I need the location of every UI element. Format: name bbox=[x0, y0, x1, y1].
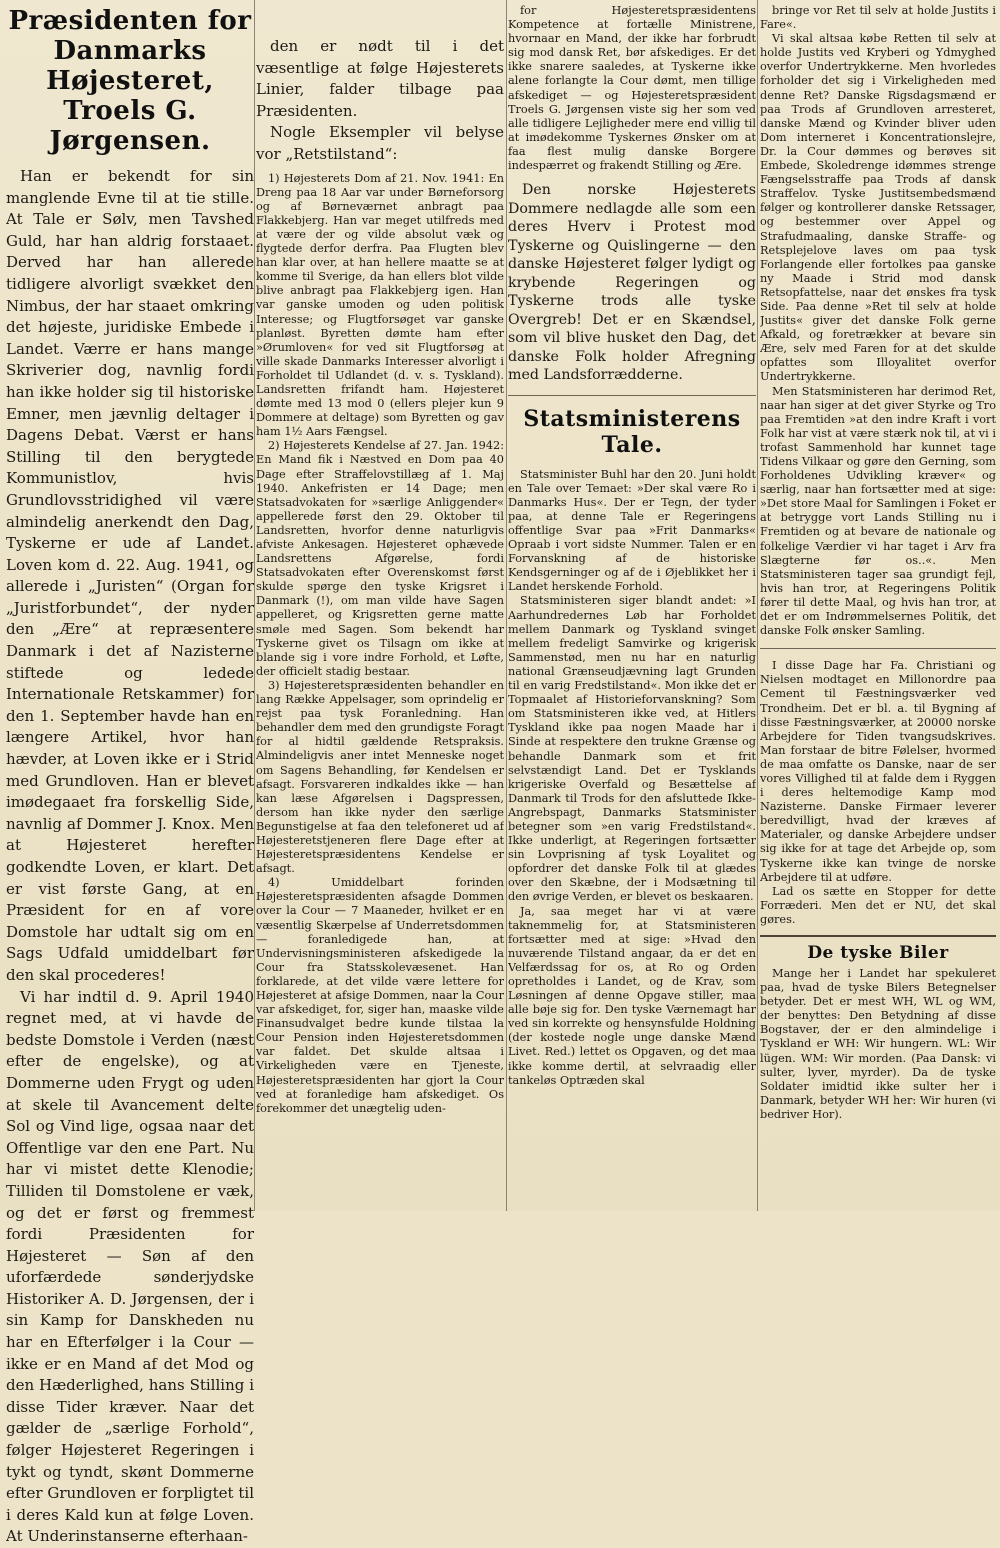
article-paragraph: I disse Dage har Fa. Christiani og Nielsen modtaget en Millonordre paa Cement til Fæstningsværker ved Trondheim. Det er bl. a. til Bygning af disse Fæstningsværker, at 20000 norske Arbejdere for Tiden tvangsudskrives. Man forstaar de bitre Følelser, hvormed de maa omfatte os Danske, naar de ser vores Villighed til at falde dem i Ryggen i deres heltemodige Kamp mod Nazisterne. Danske Firmaer leverer beredvilligt, hvad der kræves af Materialer, og danske Arbejdere undser sig ikke for at tage det Arbejde op, som Tyskerne ikke kan tvinge de norske Arbejdere til at udføre. bbox=[760, 659, 996, 884]
article-paragraph: Ja, saa meget har vi at være taknemmelig for, at Statsministeren fortsætter med at sige: »Hvad den nuværende Tilstand angaar, da er det en Velfærdssag for os, at Ro og Orden opretholdes i Landet, og de Krav, som Løsningen af denne Opgave stiller, maa alle bøje sig for. Den tyske Værnemagt har ved sin korrekte og hensynsfulde Holdning (der kostede nogle unge danske Mænd Livet. Red.) lettet os Opgaven, og det maa ikke komme dertil, at selvraadig eller tankeløs Optræden skal bbox=[508, 904, 756, 1087]
article-paragraph: Statsministeren siger blandt andet: »I Aarhundredernes Løb har Forholdet mellem Danmark og Tyskland svinget mellem fredeligt Samvirke og krigerisk Sammenstød, men nu har en naturlig national Grænseudjævning lagt Grunden til en varig Fredstilstand«. Mon ikke det er Topmaalet af Historieforvanskning? Som om Statsministeren ikke ved, at Hitlers Tyskland ikke paa nogen Maade har i Sinde at respektere den trukne Grænse og behandle Danmark som et frit selvstændigt Land. Det er Tysklands krigeriske Overfald og Besættelse af Danmark til Trods for den afsluttede Ikke-Angrebspagt, Danmarks Statsminister betegner som »en varig Fredstilstand«. Ikke underligt, at Regeringen fortsætter sin Lovprisning af tysk Loyalitet og opfordrer det danske Folk til at glædes over den Skæbne, der i Modsætning til den øvrige Verden, er blevet os beskaaren. bbox=[508, 594, 756, 904]
example-paragraph: 4) Umiddelbart forinden Højesteretspræsidenten afsagde Dommen over la Cour — 7 Maaneder, hvilket er en væsentlig Skærpelse af Underretsdommen — foranledigede han, at Undervisningsministeren afskedigede la Cour fra Statsskolevæsenet. Han forklarede, at det vilde være lettere for Højesteret at afsige Dommen, naar la Cour var afskediget, for, siger han, maaske vilde Finansudvalget bedre kunde tilstaa la Cour Pension inden Højesteretsdommen var faldet. Det skulde altsaa i Virkeligheden være en Tjeneste, Højesteretspræsidenten har gjort la Cour ved at foranledige ham afskediget. Os forekommer det unægtelig uden- bbox=[256, 876, 504, 1115]
article-paragraph: Den norske Højesterets Dommere nedlagde alle som een deres Hverv i Protest mod Tyskerne og Quislingerne — den danske Højesteret følger lydigt og krybende Regeringen og Tyskerne trods alle tyske Overgreb! Det er en Skændsel, som vil blive husket den Dag, det danske Folk holder Afregning med Landsforrædderne. bbox=[508, 182, 756, 384]
article-headline-tyske-biler: De tyske Biler bbox=[807, 943, 949, 963]
article-paragraph: Statsminister Buhl har den 20. Juni holdt en Tale over Temaet: »Der skal være Ro i Danmarks Hus«. Der er Tegn, der tyder paa, at denne Tale er Regeringens offentlige Svar paa »Frit Danmarks« Opraab i vort sidste Nummer. Talen er en Forvanskning af de historiske Kendsgerninger og af de i Øjeblikket her i Landet herskende Forhold. bbox=[508, 467, 756, 594]
article-paragraph: den er nødt til i det væsentlige at følge Højesterets Linier, falder tilbage paa Præsidenten. bbox=[256, 37, 504, 120]
article-separator bbox=[760, 935, 996, 937]
example-paragraph: 2) Højesterets Kendelse af 27. Jan. 1942: En Mand fik i Næstved en Dom paa 40 Dage efter Straffelovstillæg af 1. Maj 1940. Ankefristen er 14 Dage; men Statsadvokaten for »særlige Anliggender« appellerede først den 29. Oktober til Landsretten, hvorfor denne naturligvis afviste Ankesagen. Højesteret ophævede Landsrettens Afgørelse, fordi Statsadvokaten efter Overenskomst først skulde spørge den tyske Krigsret i Danmark (!), om man vilde have Sagen appelleret, og Krigsretten gerne matte smøle med Sagen. Som bekendt har Tyskerne givet os Tilsagn om ikke at blande sig i vore indre Forhold, et Løfte, der officielt stadig bestaar. bbox=[256, 439, 504, 678]
article-paragraph: bringe vor Ret til selv at holde Justits i Fare«. bbox=[760, 4, 996, 32]
article-paragraph: Vi har indtil d. 9. April 1940 regnet med, at vi havde de bedste Domstole i Verden (næst efter de engelske), og at Dommerne uden Frygt og uden at skele til Avancement delte Sol og Vind lige, ogsaa naar det Offentlige var den ene Part. Nu har vi mistet dette Klenodie; Tilliden til Domstolene er væk, og det er først og fremmest fordi Præsidenten for Højesteret — Søn af den uforfærdede sønderjydske Historiker A. D. Jørgensen, der i sin Kamp for Danskheden nu har en Efterfølger i la Cour — ikke er en Mand af det Mod og den Hæderlighed, hans Stilling i disse Tider kræver. Naar det gælder de „særlige Forhold“, følger Højesteret Regeringen i tykt og tyndt, skønt Dommerne efter Grundloven er forpligtet til i deres Kald kun at følge Loven. At Underinstanserne efterhaan- bbox=[6, 987, 254, 1546]
article-separator bbox=[760, 648, 996, 649]
article-headline-statsminister: Statsministerens Tale. bbox=[523, 405, 741, 458]
article-headline-hojesteret: Præsidenten for Danmarks Højesteret, Troels G. Jørgensen. bbox=[8, 6, 252, 156]
article-paragraph: Han er bekendt for sin manglende Evne til at tie stille. At Tale er Sølv, men Tavshed Guld, har han aldrig forstaaet. Derved har han allerede tidligere alvorligt svækket den Nimbus, der har staaet omkring det højeste, juridiske Embede i Landet. Værre er hans mange Skriverier dog, navnlig fordi han ikke holder sig til historiske Emner, men jævnlig deltager i Dagens Debat. Værst er hans Stilling til den berygtede Kommunistlov, hvis Grundlovsstridighed vil være almindelig anerkendt den Dag, Tyskerne er ude af Landet. Loven kom d. 22. Aug. 1941, og allerede i „Juristen“ (Organ for „Juristforbundet“, der nyder den „Ære“ at repræsentere Danmark i det af Nazisterne stiftede og ledede Internationale Retskammer) for den 1. September havde han en længere Artikel, hvor han hævder, at Loven ikke er i Strid med Grundloven. Han er blevet imødegaaet fra forskellig Side, navnlig af Dommer J. Knox. Men at Højesteret herefter godkendte Loven, er klart. Det er vist første Gang, at en Præsident for en af vore Domstole har udtalt sig om en Sags Udfald umiddelbart før den skal procederes! bbox=[6, 167, 254, 984]
article-separator bbox=[508, 395, 756, 396]
column-1 bbox=[6, 4, 254, 1548]
article-paragraph: Mange her i Landet har spekuleret paa, hvad de tyske Bilers Betegnelser betyder. Det er mest WH, WL og WM, der benyttes: Den Betydning af disse Bogstaver, der er den almindelige i Tyskland er WH: Wir hungern. WL: Wir lügen. WM: Wir morden. (Paa Dansk: vi sulter, lyver, myrder). Da de tyske Soldater imidtid ikke sulter her i Danmark, betyder WH her: Wir huren (vi bedriver Hor). bbox=[760, 967, 996, 1121]
article-paragraph: Nogle Eksempler vil belyse vor „Retstilstand“: bbox=[256, 123, 504, 163]
article-paragraph: Lad os sætte en Stopper for dette Forræderi. Men det er NU, det skal gøres. bbox=[760, 884, 996, 926]
article-paragraph: for Højesteretspræsidentens Kompetence at fortælle Ministrene, hvornaar en Mand, der ikke har forbrudt sig mod dansk Ret, bør afskediges. Er det ikke snarere saaledes, at Tyskerne ikke alene forlangte la Cour dømt, men tillige afskediget — og Højesteretspræsident Troels G. Jørgensen viste sig her som ved alle tidligere Lejligheder mere end villig til at imødekomme Tyskernes Ønsker om at faa flest mulig danske Borgere indespærret og frakendt Stilling og Ære. bbox=[508, 4, 756, 173]
example-paragraph: 1) Højesterets Dom af 21. Nov. 1941: En Dreng paa 18 Aar var under Børneforsorg og af Børneværnet anbragt paa Flakkebjerg. Han var meget utilfreds med at være der og vilde absolut væk og flygtede derfor derfra. Paa Flugten blev han klar over, at han hellere maatte se at komme til Sverige, da han ellers blot vilde blive anbragt paa Flakkebjerg igen. Han var ganske umoden og uden politisk Interesse; og Flugtforsøget var ganske planløst. Byretten dømte ham efter »Ørumloven« for ved sit Flugtforsøg at ville skade Danmarks Interesser alvorligt i Forholdet til Udlandet (d. v. s. Tyskland). Landsretten frifandt ham. Højesteret dømte med 13 mod 0 (ellers plejer kun 9 Dommere at deltage) som Byretten og gav ham 1½ Aars Fængsel. bbox=[256, 171, 504, 439]
column-4 bbox=[760, 4, 996, 1122]
article-paragraph: Men Statsministeren har derimod Ret, naar han siger at det giver Styrke og Tro paa Fremtiden »at den indre Kraft i vort Folk har vist at være stærk nok til, at vi i trofast Sammenhold har kunnet tage Tidens Vilkaar og gøre den Gerning, som Forholdenes Udvikling kræver« og særlig, naar han fortsætter med at sige: »Det store Maal for Samlingen i Foket er at betrygge vort Lands Stilling nu i Fremtiden og at bevare de nationale og folkelige Værdier vi har taget i Arv fra Slægterne før os..«. Men Statsministeren tager saa grundigt fejl, hvis han tror, at Regeringens Politik fører til dette Maal, og hvis han tror, at det er om Indrømmelsernes Politik, det danske Folk ønsker Samling. bbox=[760, 384, 996, 638]
column-rule bbox=[506, 0, 507, 1211]
article-paragraph: Vi skal altsaa købe Retten til selv at holde Justits ved Kryberi og Ydmyghed overfor Undertrykkerne. Men hvorledes forholder det sig i Virkeligheden med denne Ret? Danske Rigsdagsmænd er paa Trods af Grundloven arresteret, danske Mænd og Kvinder bliver uden Dom interneret i Koncentrationslejre, Dr. la Cour dømmes og berøves sit Embede, Skoledrenge idømmes strenge Fængselsstraffe paa Trods af dansk Straffelov. Tyske Justitsembedsmænd følger og kontrollerer danske Retssager, og bestemmer over Appel og Strafudmaaling, danske Straffe- og Retsplejelove laves om paa tysk Forlangende eller fortolkes paa ganske ny Maade i Strid mod dansk Retsopfattelse, naar det ønskes fra tysk Side. Paa denne »Ret til selv at holde Justits« giver det danske Folk gerne Afkald, og foretrækker at bevare sin Ære, selv med Faren for at det skulde opfattes som Illoyalitet overfor Undertrykkerne. bbox=[760, 32, 996, 384]
column-2 bbox=[256, 36, 504, 1116]
column-rule bbox=[757, 0, 758, 1211]
column-3 bbox=[508, 4, 756, 1088]
column-rule bbox=[254, 0, 255, 1211]
example-paragraph: 3) Højesteretspræsidenten behandler en lang Række Appelsager, som oprindelig er rejst paa tysk Foranledning. Han behandler dem med den grundigste Foragt for al hidtil gældende Retspraksis. Almindeligvis aner intet Menneske noget om Sagens Behandling, før Kendelsen er afsagt. Forsvareren indkaldes ikke — han kan læse Afgørelsen i Dagspressen, dersom han ikke nyder den særlige Begunstigelse at faa den telefoneret ud af Højesteretstjeneren flere Dage efter at Højesteretspræsidentens Kendelse er afsagt. bbox=[256, 678, 504, 876]
